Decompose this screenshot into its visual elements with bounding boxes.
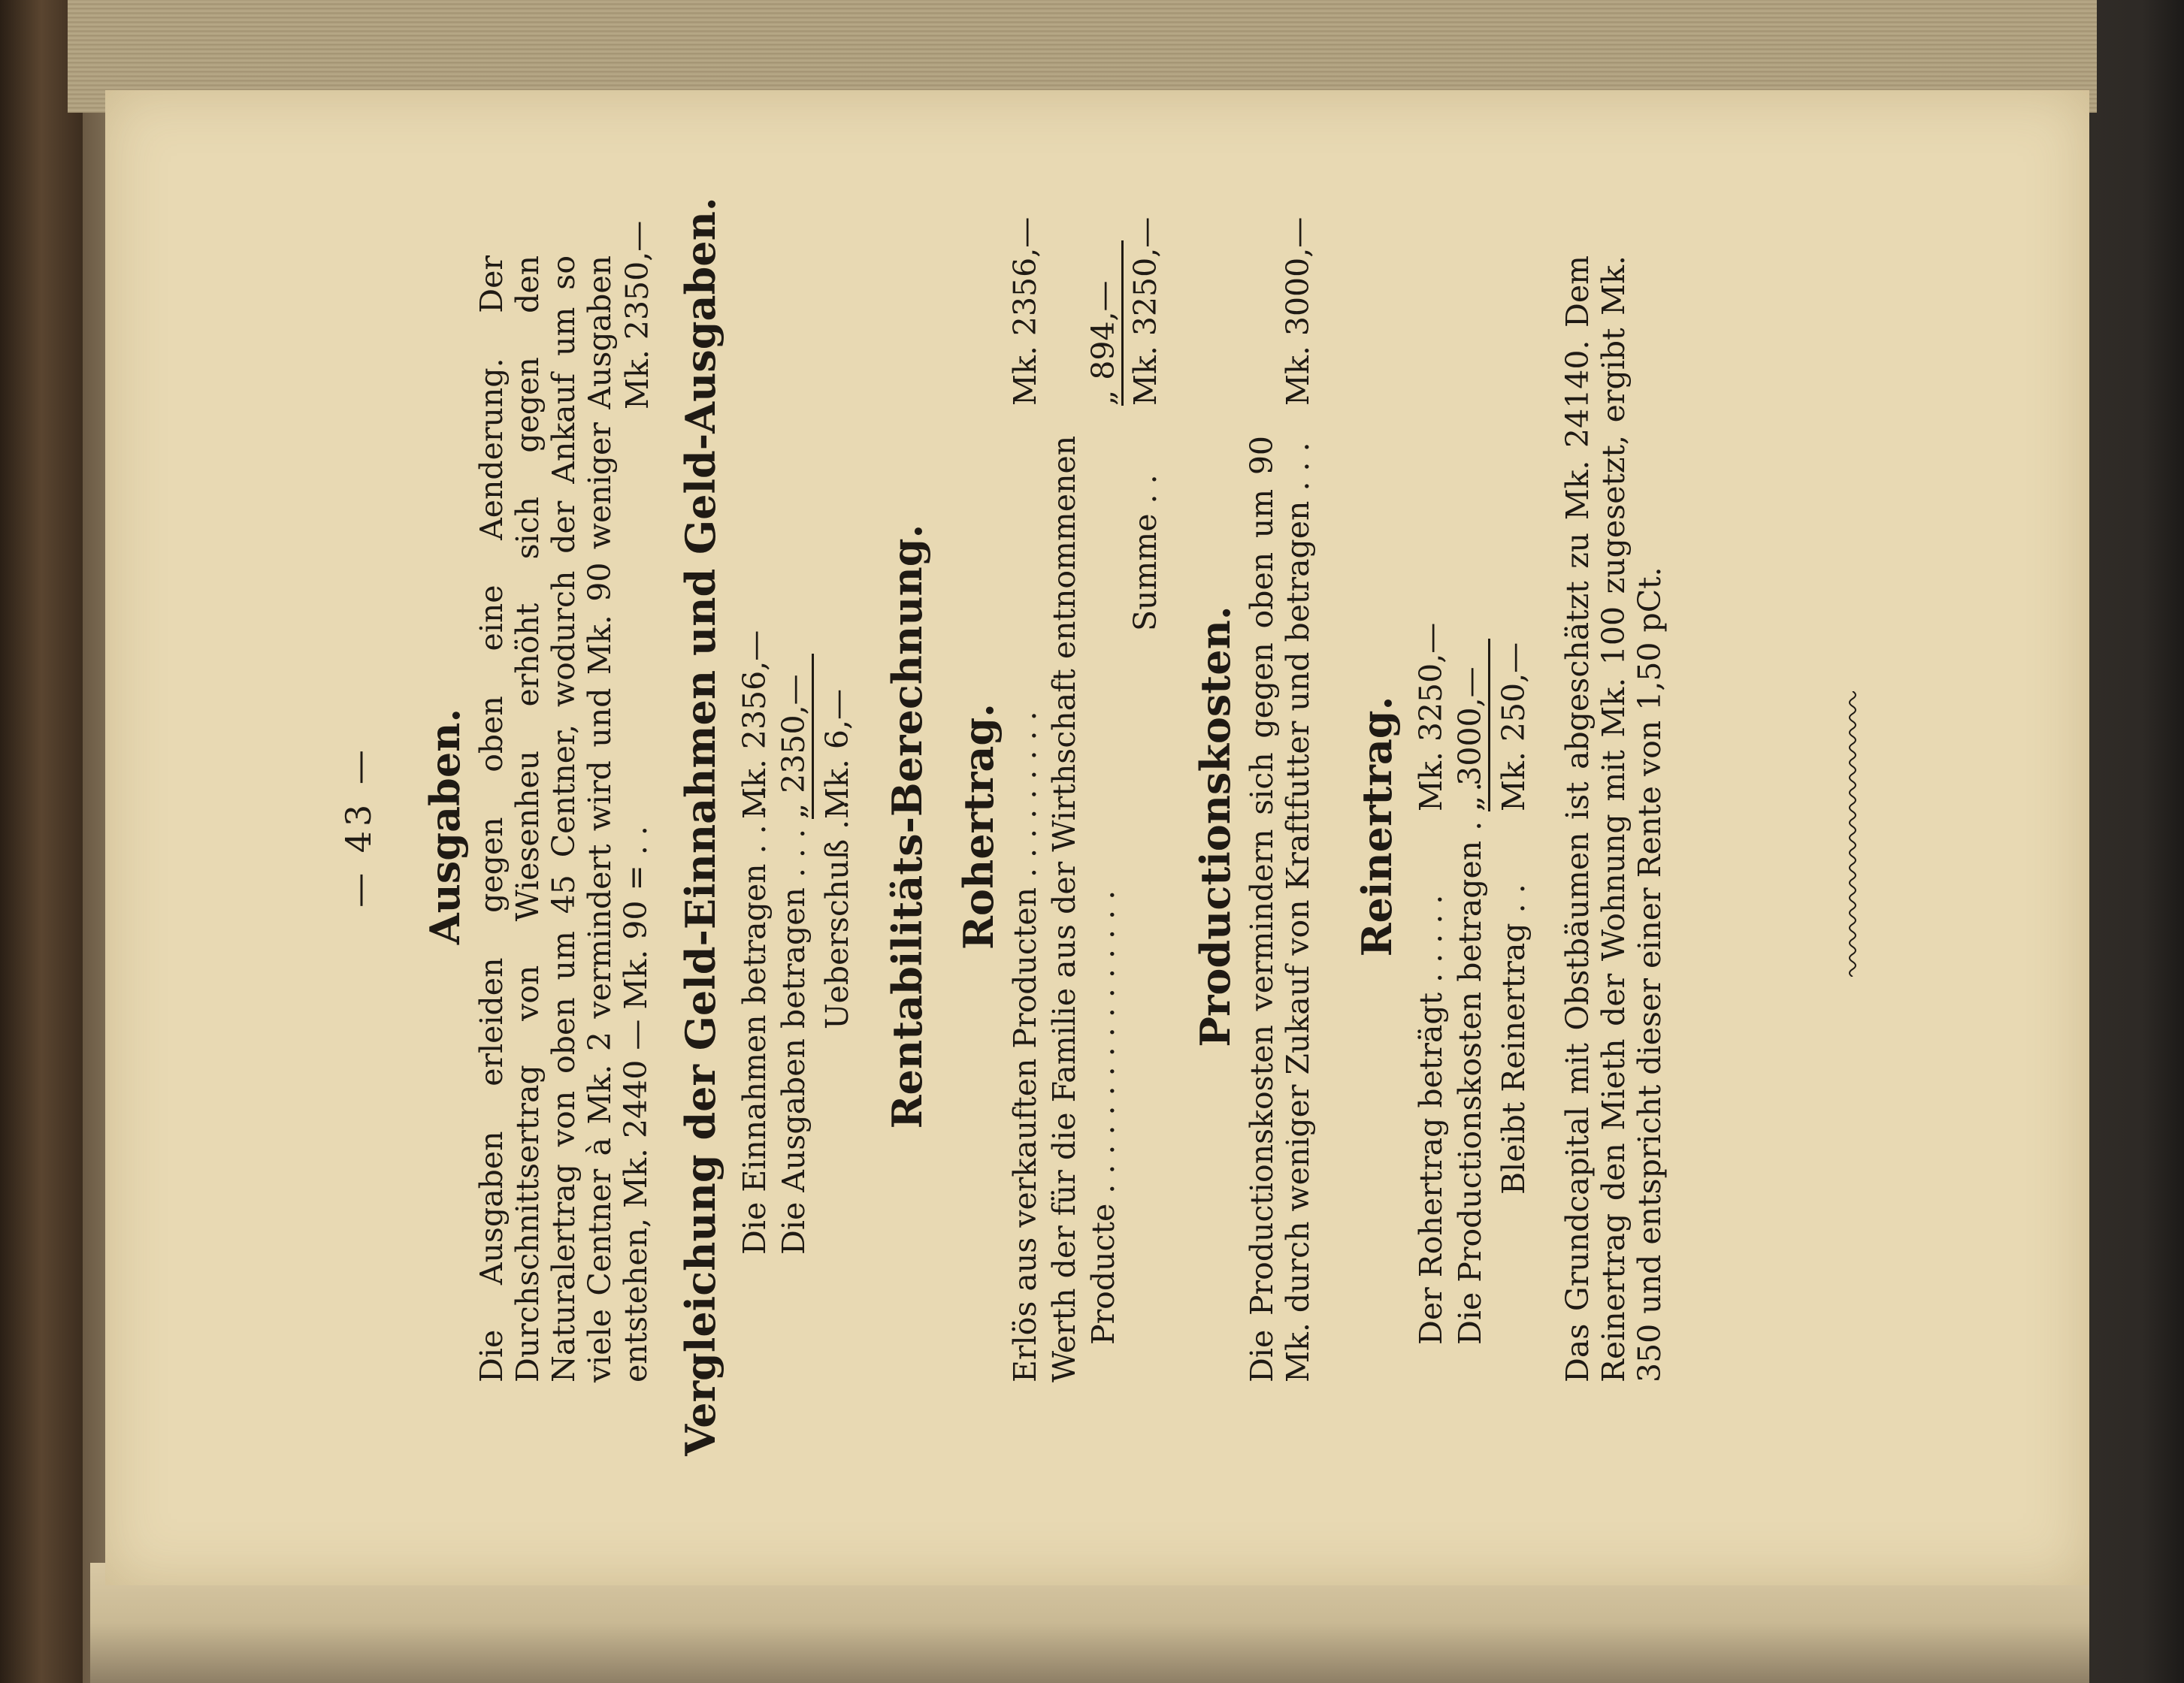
reinertrag-row-value: Mk. 3250,— — [1413, 622, 1449, 811]
vergleich-row-value: Mk. 2356,— — [737, 630, 773, 819]
rohertrag-line3-label: Producte . . . . . . . . . . . . . . . . — [1085, 890, 1121, 1345]
heading-rentabilitaet: Rentabilitäts-Berechnung. — [883, 524, 931, 1129]
rotated-text-block — [150, 83, 2044, 1570]
productionskosten-value: Mk. 3000,— — [1280, 216, 1316, 406]
sum-rule — [1121, 240, 1124, 406]
reinertrag-row-value: Mk. 250,— — [1496, 642, 1532, 811]
paragraph-grundcapital: Das Grundcapital mit Obstbäumen ist abgeschätzt zu Mk. 24140. Dem Reinertrag den Mieth der Wohnung mit Mk. 100 zugesetzt, ergibt Mk. 350 und entspricht dieser einer Rente von 1,50 pCt. — [1559, 255, 1668, 1382]
book-spine — [0, 0, 83, 1683]
vergleich-row-label: Ueberschuß . . — [819, 799, 855, 1029]
reinertrag-row-label: Der Rohertrag beträgt . . . . . — [1413, 894, 1449, 1345]
reinertrag-row-label: Bleibt Reinertrag . . — [1496, 884, 1532, 1195]
sum-rule — [1488, 639, 1490, 811]
heading-productionskosten: Productionskosten. — [1191, 606, 1239, 1047]
rohertrag-sum-value: Mk. 3250,— — [1127, 216, 1163, 406]
sum-rule — [812, 654, 814, 819]
rohertrag-line2-label: Werth der für die Familie aus der Wirthschaft entnommenen — [1046, 435, 1082, 1382]
rohertrag-line1-value: Mk. 2356,— — [1007, 216, 1043, 406]
heading-ausgaben: Ausgaben. — [421, 708, 469, 945]
paragraph-productionskosten: Die Productionskosten vermindern sich gegen oben um 90 Mk. durch weniger Zukauf von Kraftfutter und betragen . . . — [1244, 436, 1316, 1382]
reinertrag-row-label: Die Productionskosten betragen . . . — [1452, 781, 1488, 1345]
reinertrag-row-value: „ 3000,— — [1452, 666, 1488, 811]
heading-vergleichung: Vergleichung der Geld-Einnahmen und Geld-Ausgaben. — [676, 197, 724, 1456]
rohertrag-line3-value: „ 894,— — [1085, 280, 1121, 406]
vergleich-row-label: Die Ausgaben betragen . . . . — [776, 808, 812, 1255]
rohertrag-line1-label: Erlös aus verkauften Producten . . . . . . . . . — [1007, 711, 1043, 1382]
paragraph-ausgaben: Die Ausgaben erleiden gegen oben eine Aenderung. Der Durchschnittsertrag von Wiesenheu erhöht sich gegen den Naturalertrag von oben um 45 Centner, wodurch der Ankauf um so viele Centner à Mk. 2 vermindert wird und Mk. 90 weniger Ausgaben entstehen, Mk. 2440 — Mk. 90 = . . — [473, 255, 654, 1382]
vergleich-row-value: „ 2350,— — [776, 674, 812, 819]
rohertrag-sum-label: Summe . . — [1127, 474, 1163, 631]
heading-reinertrag: Reinertrag. — [1353, 696, 1401, 957]
page-number: — 43 — — [338, 745, 379, 908]
wavy-separator — [1845, 691, 1860, 977]
vergleich-row-label: Die Einnahmen betragen . . . . — [737, 785, 773, 1255]
vergleich-row-value: Mk. 6,— — [819, 688, 855, 819]
heading-rohertrag: Rohertrag. — [954, 703, 1003, 950]
amount-ausgaben: Mk. 2350,— — [619, 220, 655, 409]
